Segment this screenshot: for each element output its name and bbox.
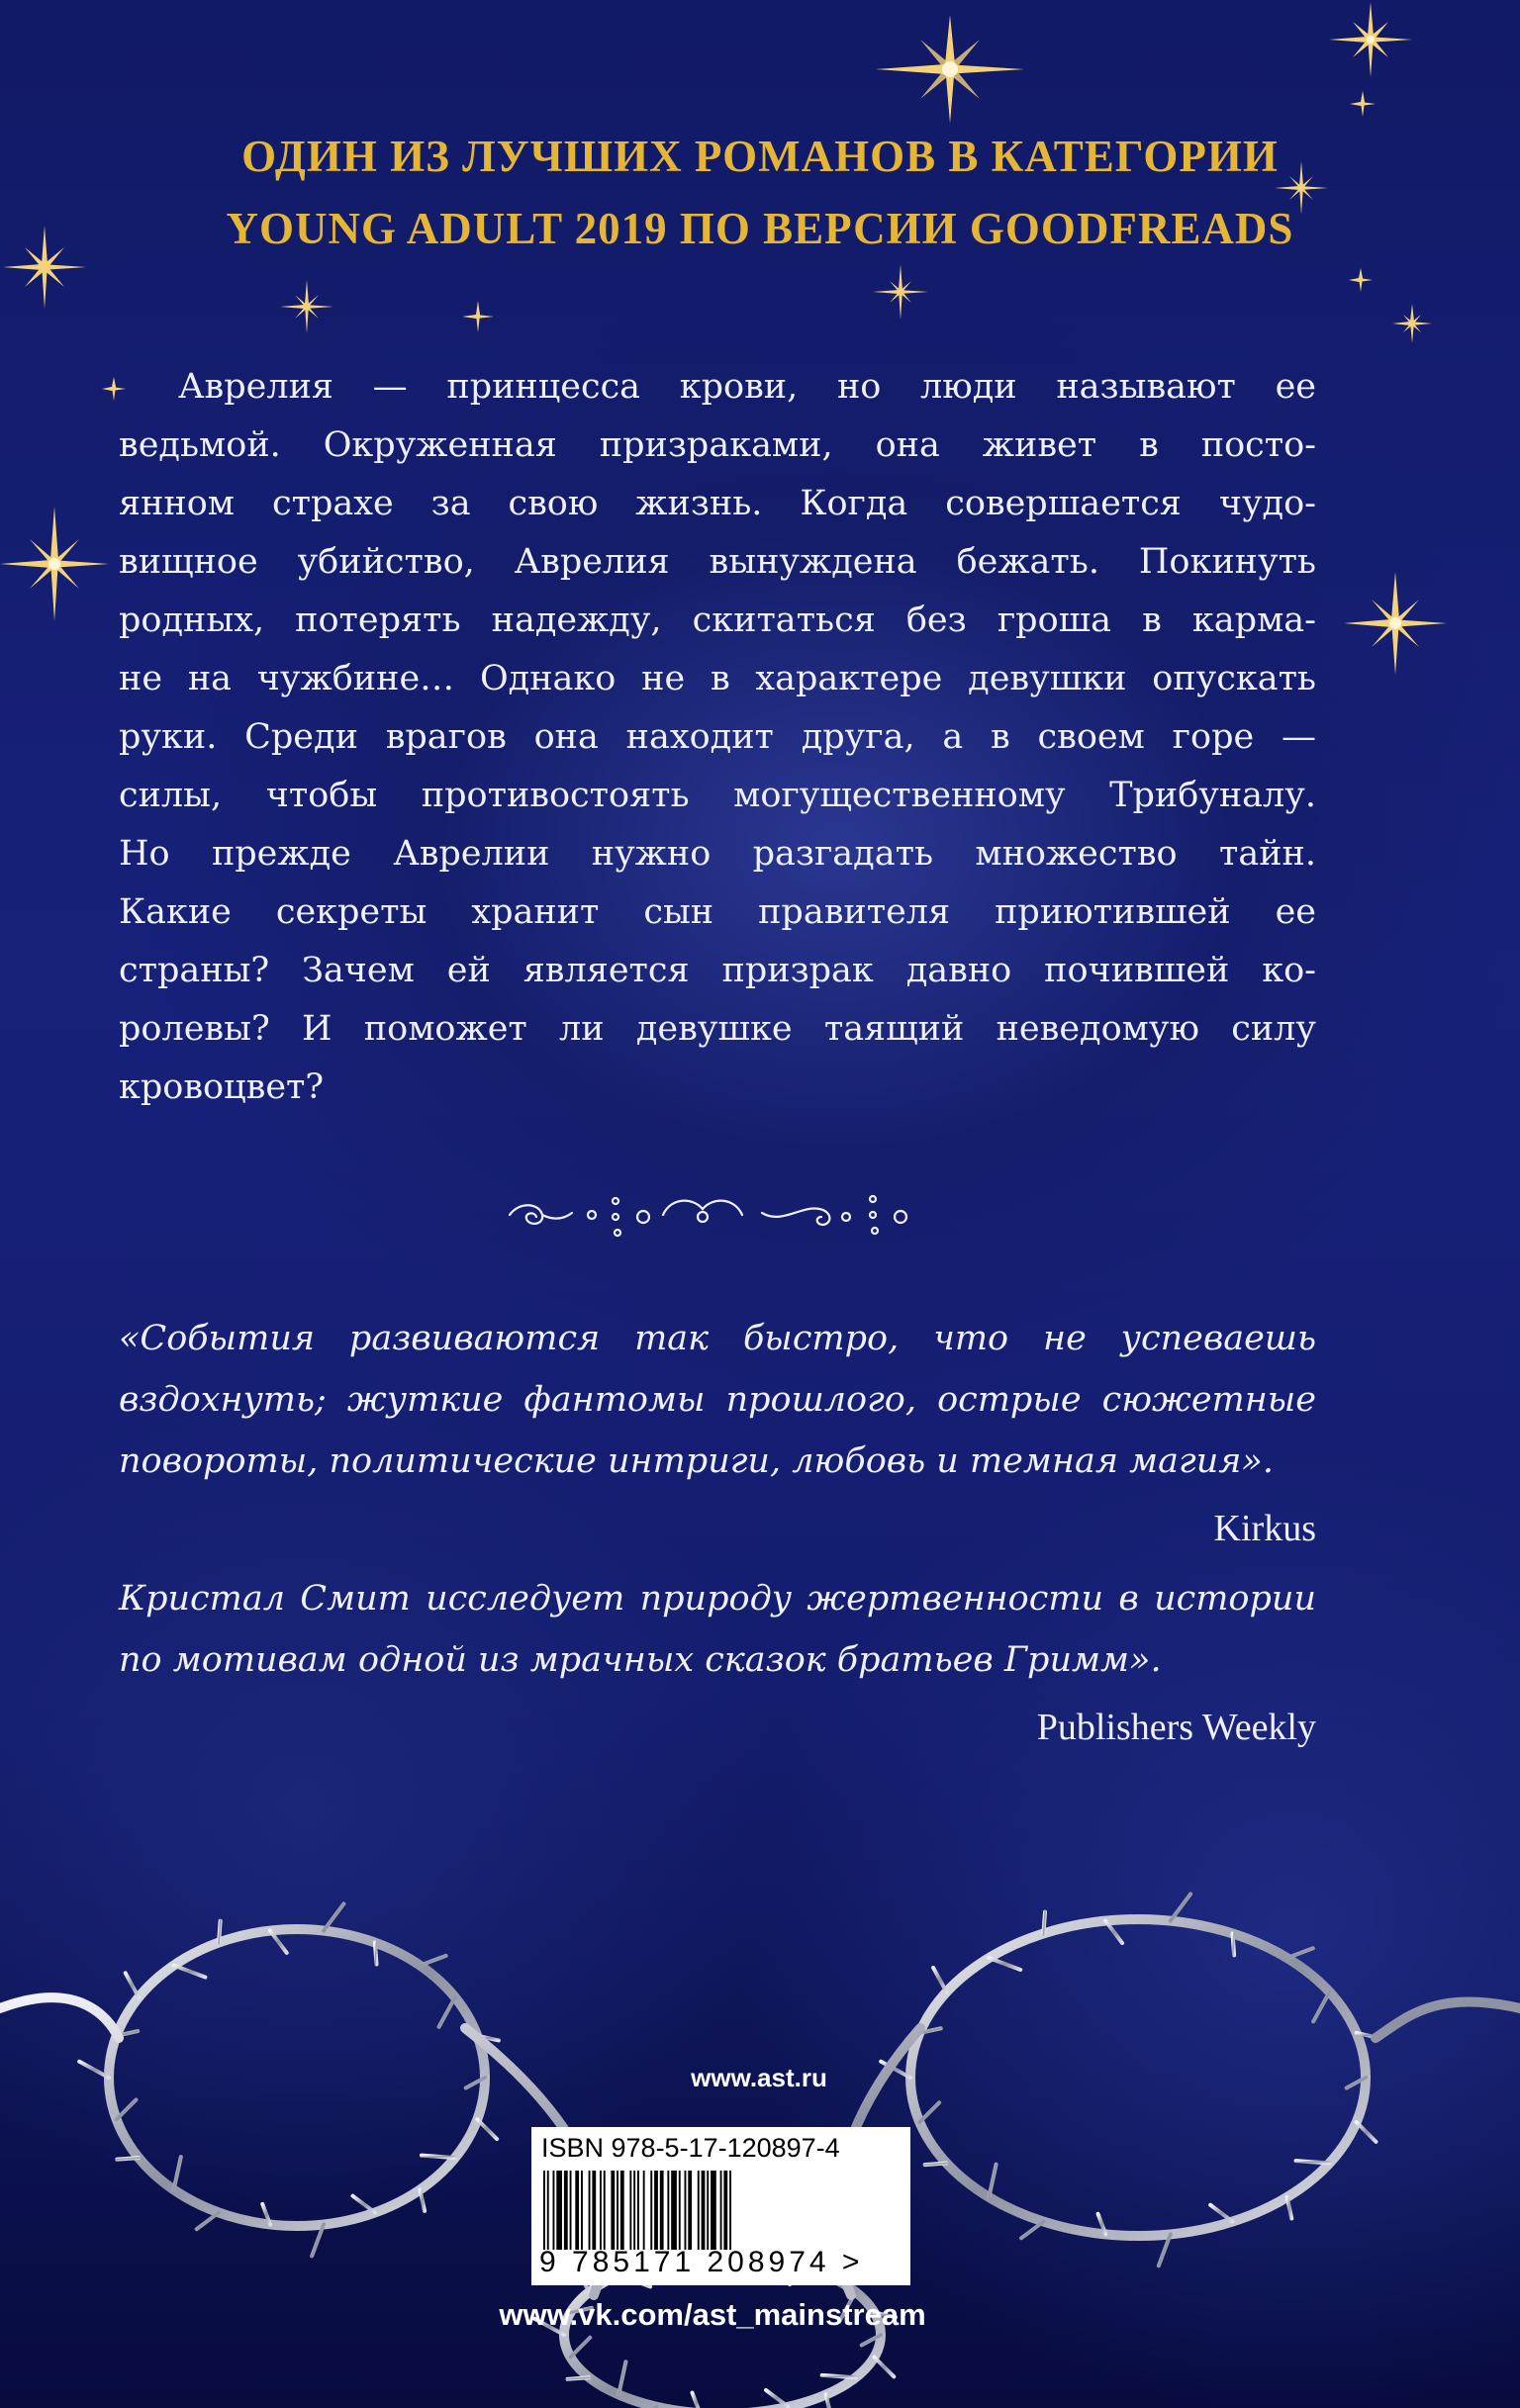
description-line: кровоцвет? — [119, 1067, 325, 1107]
description-line: вищное убийство, Аврелия вынуждена бежать. Покинуть — [119, 542, 1316, 582]
description-line: янном страхе за свою жизнь. Когда совершается чудо- — [119, 484, 1316, 523]
star-icon — [1326, 0, 1415, 79]
description-line: Но прежде Аврелии нужно разгадать множество тайн. — [119, 834, 1316, 874]
headline-line: YOUNG ADULT 2019 ПО ВЕРСИИ GOODFREADS — [226, 204, 1294, 253]
isbn-barcode — [531, 2127, 910, 2285]
review-source: Publishers Weekly — [1036, 1707, 1316, 1748]
review-line: по мотивам одной из мрачных сказок братьев Гримм». — [119, 1640, 1162, 1680]
award-headline — [0, 121, 1520, 265]
star-icon — [0, 505, 109, 623]
review-line: вздохнуть; жуткие фантомы прошлого, острые сюжетные — [119, 1380, 1316, 1420]
star-icon — [1348, 89, 1378, 119]
headline-line: ОДИН ИЗ ЛУЧШИХ РОМАНОВ В КАТЕГОРИИ — [241, 132, 1279, 181]
barcode-digits: 9 785171 208974 > — [539, 2246, 864, 2278]
review-line: повороты, политические интриги, любовь и темная магия». — [119, 1441, 1274, 1481]
star-icon — [1390, 302, 1434, 345]
description-line: руки. Среди врагов она находит друга, а в своем горе — — [119, 717, 1316, 757]
description-line: родных, потерять надежду, скитаться без гроша в карма- — [119, 601, 1316, 640]
publisher-url: www.ast.ru — [691, 2063, 827, 2092]
book-description — [119, 358, 1316, 1117]
social-url: www.vk.com/ast_mainstream — [499, 2297, 926, 2332]
description-line: силы, чтобы противостоять могущественному Трибуналу. — [119, 776, 1316, 815]
review-source: Kirkus — [1213, 1508, 1316, 1549]
star-icon — [871, 262, 930, 322]
description-line: Какие секреты хранит сын правителя приютившей ее — [119, 892, 1316, 932]
description-line: ролевы? И поможет ли девушке таящий неведомую силу — [119, 1009, 1316, 1049]
description-line: страны? Зачем ей является призрак давно почившей ко- — [119, 951, 1316, 990]
description-line: Аврелия — принцесса крови, но люди называют ее — [178, 367, 1316, 407]
star-icon — [460, 299, 496, 334]
review-line: «События развиваются так быстро, что не успеваешь — [119, 1319, 1316, 1358]
star-icon — [277, 277, 336, 336]
star-icon — [871, 10, 1029, 129]
description-line: не на чужбине… Однако не в характере девушки опускать — [119, 659, 1316, 698]
star-icon — [1341, 569, 1450, 678]
review-quote — [119, 1568, 1316, 1758]
description-line: ведьмой. Окруженная призраками, она живет в посто- — [119, 425, 1316, 465]
review-quote — [119, 1308, 1316, 1559]
isbn-label: ISBN 978-5-17-120897-4 — [541, 2133, 840, 2163]
barcode-bars — [543, 2171, 885, 2250]
review-line: Кристал Смит исследует природу жертвенности в истории — [119, 1579, 1316, 1619]
star-icon — [1346, 265, 1376, 295]
ornament-divider — [505, 1183, 930, 1243]
